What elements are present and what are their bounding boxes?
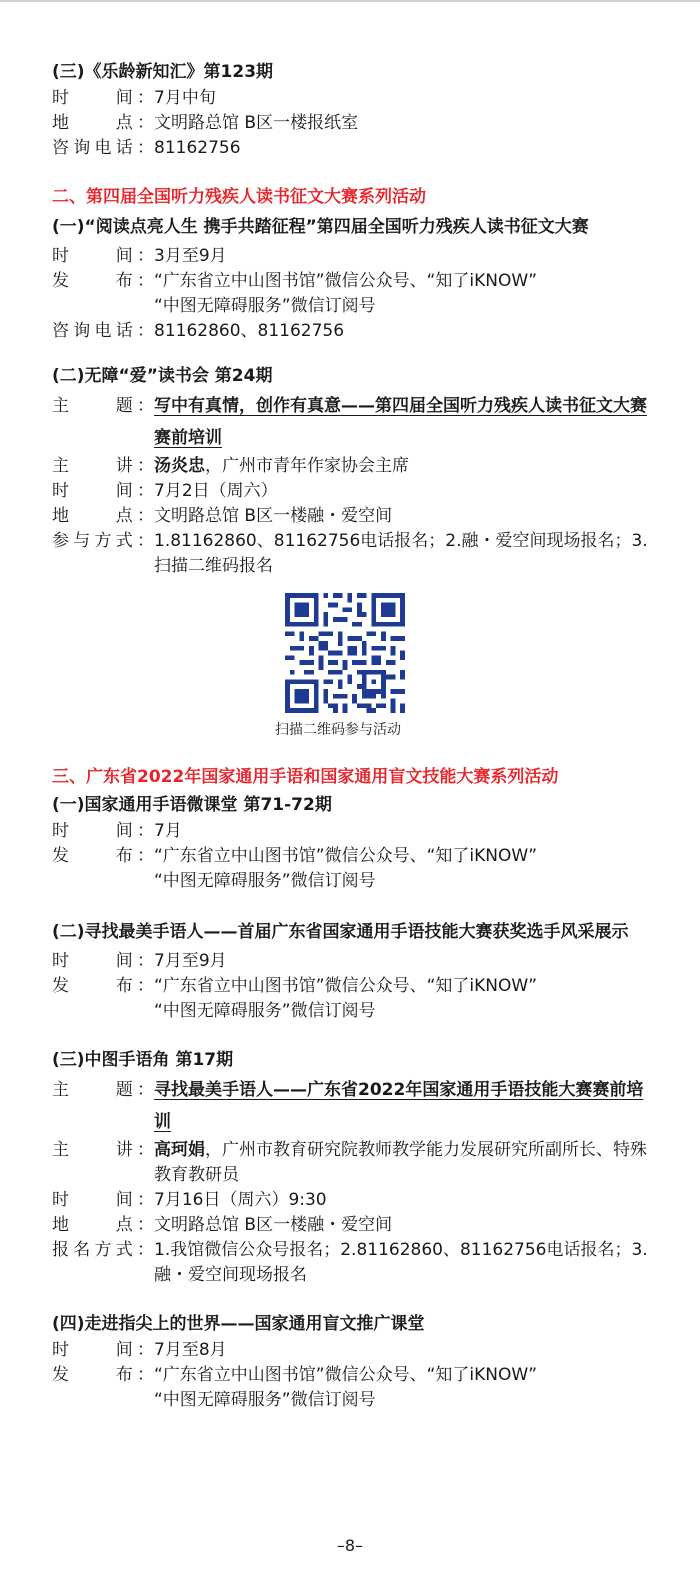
s3-item3-topic-label: 主 题： <box>52 1080 154 1100</box>
s3-item4-publish-value <box>154 1363 648 1413</box>
s2-item2-time-label: 时 间： <box>52 481 154 501</box>
s2-item1-publish-line1: “广东省立中山图书馆”微信公众号、“知了iKNOW” <box>154 271 538 291</box>
s2-item2-place-value: 文明路总馆 B区一楼融・爱空间 <box>154 506 393 526</box>
s3-item3-time-row <box>52 1188 648 1213</box>
s3-item1-time-row <box>52 819 648 844</box>
top-rule <box>0 0 700 2</box>
s2-item2-speaker-name: 汤炎忠 <box>154 456 205 476</box>
s3-item1 <box>52 791 648 894</box>
s3-item3-signup-row <box>52 1238 648 1288</box>
s3-item3-speaker-name: 高珂娟 <box>154 1140 205 1160</box>
s2-item1-publish-label: 发 布： <box>52 271 154 291</box>
lelin-place-value: 文明路总馆 B区一楼报纸室 <box>154 113 359 133</box>
s3-item3 <box>52 1046 648 1288</box>
s3-item3-speaker-desc: ，广州市教育研究院教师教学能力发展研究所副所长、特殊教育教研员 <box>154 1140 647 1185</box>
s2-item1-phone-label: 咨询电话： <box>52 321 154 341</box>
s2-item2 <box>52 362 648 741</box>
s3-item3-speaker-value <box>154 1138 648 1188</box>
lelin-place-row <box>52 111 648 136</box>
s2-item2-speaker-label: 主 讲： <box>52 456 154 476</box>
s2-item2-title: (二)无障“爱”读书会 第24期 <box>52 366 273 386</box>
document-page <box>52 58 648 1413</box>
lelin-time-row <box>52 86 648 111</box>
s2-item1-title: (一)“阅读点亮人生 携手共踏征程”第四届全国听力残疾人读书征文大赛 <box>52 217 589 237</box>
s3-item3-speaker-label: 主 讲： <box>52 1140 154 1160</box>
section3-title: 三、广东省2022年国家通用手语和国家通用盲文技能大赛系列活动 <box>52 767 559 787</box>
lelin-phone-row <box>52 136 648 161</box>
s2-item2-topic-value: 写中有真情，创作有真意——第四届全国听力残疾人读书征文大赛赛前培训 <box>154 396 647 448</box>
s3-item4-time-label: 时 间： <box>52 1340 154 1360</box>
s3-item3-speaker-row <box>52 1138 648 1188</box>
s3-item2-time-row <box>52 949 648 974</box>
s2-item2-place-row <box>52 504 648 529</box>
s3-item4-time-value: 7月至8月 <box>154 1340 227 1360</box>
s3-item3-signup-label: 报名方式： <box>52 1240 154 1260</box>
s3-item2-publish-value <box>154 974 648 1024</box>
qr-block <box>275 593 410 741</box>
s3-item4-time-row <box>52 1338 648 1363</box>
s2-item2-topic-row <box>52 390 648 454</box>
lelin-place-label: 地 点： <box>52 113 154 133</box>
qr-caption: 扫描二维码参与活动 <box>275 722 401 738</box>
s3-item3-place-label: 地 点： <box>52 1215 154 1235</box>
s2-item1-phone-value: 81162860、81162756 <box>154 321 345 341</box>
s3-item1-publish-label: 发 布： <box>52 846 154 866</box>
s3-item1-publish-line2: “中图无障碍服务”微信订阅号 <box>154 871 376 891</box>
s2-item2-time-row <box>52 479 648 504</box>
s2-item2-place-label: 地 点： <box>52 506 154 526</box>
s3-item4-publish-label: 发 布： <box>52 1365 154 1385</box>
s3-item2-time-label: 时 间： <box>52 951 154 971</box>
s3-item1-publish-row <box>52 844 648 894</box>
s3-item4-publish-line2: “中图无障碍服务”微信订阅号 <box>154 1390 376 1410</box>
lelin-time-value: 7月中旬 <box>154 88 216 108</box>
s3-item3-title: (三)中图手语角 第17期 <box>52 1050 234 1070</box>
s2-item2-time-value: 7月2日（周六） <box>154 481 278 501</box>
s3-item3-place-row <box>52 1213 648 1238</box>
s3-item3-signup-value: 1.我馆微信公众号报名；2.81162860、81162756电话报名；3.融・爱空间现场报名 <box>154 1240 648 1285</box>
s2-item2-speaker-value <box>154 454 648 479</box>
s2-item1-phone-row <box>52 319 648 344</box>
s3-item1-time-label: 时 间： <box>52 821 154 841</box>
s3-item3-place-value: 文明路总馆 B区一楼融・爱空间 <box>154 1215 393 1235</box>
s2-item2-speaker-desc: ，广州市青年作家协会主席 <box>205 456 409 476</box>
s2-item1-publish-line2: “中图无障碍服务”微信订阅号 <box>154 296 376 316</box>
s2-item1 <box>52 211 648 344</box>
s2-item1-publish-value <box>154 269 648 319</box>
s3-item4-publish-line1: “广东省立中山图书馆”微信公众号、“知了iKNOW” <box>154 1365 538 1385</box>
s3-item4-title: (四)走进指尖上的世界——国家通用盲文推广课堂 <box>52 1314 425 1334</box>
s3-item2-title: (二)寻找最美手语人——首届广东省国家通用手语技能大赛获奖选手风采展示 <box>52 922 629 942</box>
s2-item1-time-label: 时 间： <box>52 246 154 266</box>
block-lelin <box>52 58 648 161</box>
s3-item2-time-value: 7月至9月 <box>154 951 227 971</box>
s3-item2-publish-line2: “中图无障碍服务”微信订阅号 <box>154 1001 376 1021</box>
s2-item1-publish-row <box>52 269 648 319</box>
s2-item2-topic-label: 主 题： <box>52 396 154 416</box>
s3-item1-publish-value <box>154 844 648 894</box>
s3-item3-topic-row <box>52 1074 648 1138</box>
s3-item3-time-label: 时 间： <box>52 1190 154 1210</box>
s2-item2-join-row <box>52 529 648 579</box>
lelin-time-label: 时 间： <box>52 88 154 108</box>
s3-item1-time-value: 7月 <box>154 821 182 841</box>
s2-item2-join-label: 参与方式： <box>52 531 154 551</box>
s3-item2 <box>52 916 648 1024</box>
s3-item2-publish-row <box>52 974 648 1024</box>
s3-item3-topic-value: 寻找最美手语人——广东省2022年国家通用手语技能大赛赛前培训 <box>154 1080 644 1132</box>
s2-item1-time-row <box>52 244 648 269</box>
s2-item2-join-value: 1.81162860、81162756电话报名；2.融・爱空间现场报名；3.扫描二维码报名 <box>154 531 648 576</box>
s3-item4 <box>52 1310 648 1413</box>
s3-item2-publish-line1: “广东省立中山图书馆”微信公众号、“知了iKNOW” <box>154 976 538 996</box>
s2-item1-time-value: 3月至9月 <box>154 246 227 266</box>
lelin-phone-label: 咨询电话： <box>52 138 154 158</box>
s3-item1-publish-line1: “广东省立中山图书馆”微信公众号、“知了iKNOW” <box>154 846 538 866</box>
s3-item3-time-value: 7月16日（周六）9:30 <box>154 1190 327 1210</box>
s2-item2-speaker-row <box>52 454 648 479</box>
qr-code-icon[interactable] <box>285 593 405 713</box>
page-number: –8– <box>336 1536 364 1555</box>
s3-item2-publish-label: 发 布： <box>52 976 154 996</box>
section2-title: 二、第四届全国听力残疾人读书征文大赛系列活动 <box>52 187 426 207</box>
s3-item1-title: (一)国家通用手语微课堂 第71-72期 <box>52 795 332 815</box>
lelin-phone-value: 81162756 <box>154 138 241 158</box>
s3-item4-publish-row <box>52 1363 648 1413</box>
lelin-title: (三)《乐龄新知汇》第123期 <box>52 62 274 82</box>
